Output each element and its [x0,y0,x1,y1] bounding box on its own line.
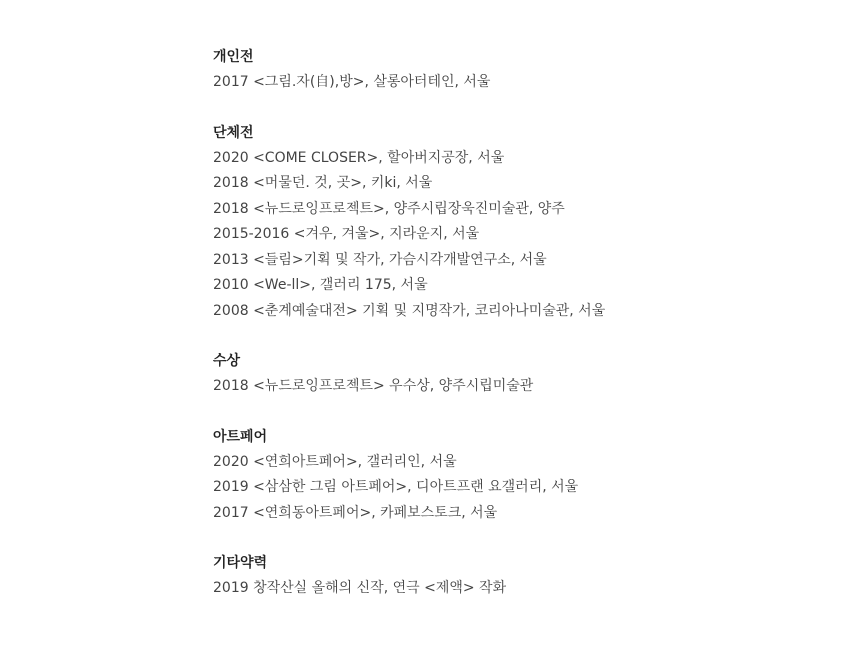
list-item: 2008 <춘계예술대전> 기획 및 지명작가, 코리아나미술관, 서울 [213,302,606,319]
list-item: 2019 <삼삼한 그림 아트페어>, 디아트프랜 요갤러리, 서울 [213,479,579,495]
section-art-fairs [213,425,813,527]
section-solo-exhibitions [213,45,813,96]
section-title: 수상 [213,353,241,369]
list-item: 2020 <COME CLOSER>, 할아버지공장, 서울 [213,149,505,166]
section-awards [213,349,813,400]
list-item: 2013 <들림>기획 및 작가, 가슴시각개발연구소, 서울 [213,251,547,268]
section-title: 기타약력 [213,555,268,571]
section-group-exhibitions [213,121,813,325]
list-item: 2017 <그림.자(自),방>, 살롱아터테인, 서울 [213,74,491,90]
list-item: 2019 창작산실 올해의 신작, 연극 <제액> 작화 [213,580,507,596]
list-item: 2018 <머물던. 것, 곳>, 키ki, 서울 [213,175,433,191]
list-item: 2017 <연희동아트페어>, 카페보스토크, 서울 [213,504,498,521]
list-item: 2015-2016 <겨우, 겨울>, 지라운지, 서울 [213,226,480,242]
list-item: 2020 <연희아트페어>, 갤러리인, 서울 [213,453,457,470]
section-title: 개인전 [213,49,254,65]
section-title: 단체전 [213,124,254,141]
section-other [213,551,813,602]
section-title: 아트페어 [213,428,268,445]
list-item: 2018 <뉴드로잉프로젝트>, 양주시립장욱진미술관, 양주 [213,200,565,217]
list-item: 2010 <We-ll>, 갤러리 175, 서울 [213,277,428,293]
cv-container [213,45,813,627]
list-item: 2018 <뉴드로잉프로젝트> 우수상, 양주시립미술관 [213,378,534,394]
